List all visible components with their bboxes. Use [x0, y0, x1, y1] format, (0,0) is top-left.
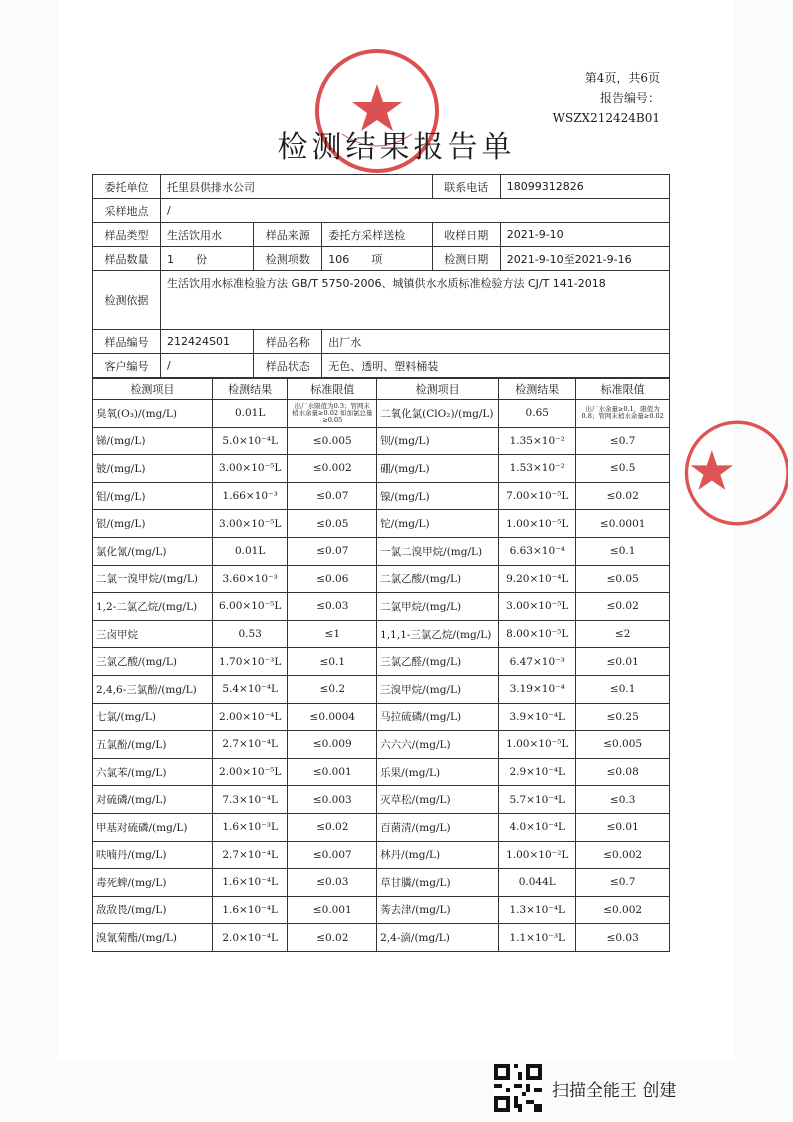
table-row: [93, 731, 670, 759]
item-cell: 莠去津/(mg/L): [377, 896, 499, 924]
cust-value: /: [161, 354, 254, 378]
result-cell: 1.00×10⁻⁵L: [499, 510, 576, 538]
limit-cell: ≤0.01: [576, 648, 670, 676]
item-cell: 甲基对硫磷/(mg/L): [93, 813, 213, 841]
scanner-footer: [494, 1064, 714, 1114]
limit-cell: ≤0.001: [288, 758, 377, 786]
item-cell: 铊/(mg/L): [377, 510, 499, 538]
type-value: 生活饮用水: [161, 223, 254, 247]
limit-cell: ≤0.7: [576, 427, 670, 455]
item-cell: 二氯一溴甲烷/(mg/L): [93, 565, 213, 593]
item-cell: 三卤甲烷: [93, 620, 213, 648]
item-cell: 灭草松/(mg/L): [377, 786, 499, 814]
recv-label: 收样日期: [432, 223, 500, 247]
result-cell: 6.63×10⁻⁴: [499, 537, 576, 565]
item-cell: 银/(mg/L): [93, 510, 213, 538]
item-cell: 锑/(mg/L): [93, 427, 213, 455]
limit-cell: ≤0.03: [576, 924, 670, 952]
item-cell: 钡/(mg/L): [377, 427, 499, 455]
limit-cell: ≤0.08: [576, 758, 670, 786]
result-cell: 2.9×10⁻⁴L: [499, 758, 576, 786]
result-cell: 0.044L: [499, 869, 576, 897]
table-row: [93, 427, 670, 455]
table-row: [93, 924, 670, 952]
item-cell: 马拉硫磷/(mg/L): [377, 703, 499, 731]
result-cell: 6.47×10⁻³: [499, 648, 576, 676]
item-cell: 铍/(mg/L): [93, 455, 213, 483]
result-cell: 0.53: [212, 620, 288, 648]
result-cell: 3.00×10⁻⁵L: [212, 510, 288, 538]
result-cell: 2.7×10⁻⁴L: [212, 841, 288, 869]
basis-label: 检测依据: [93, 271, 161, 330]
limit-cell: ≤0.05: [576, 565, 670, 593]
item-cell: 毒死蜱/(mg/L): [93, 869, 213, 897]
result-cell: 1.3×10⁻⁴L: [499, 896, 576, 924]
item-cell: 2,4,6-三氯酚/(mg/L): [93, 675, 213, 703]
result-cell: 3.9×10⁻⁴L: [499, 703, 576, 731]
limit-cell: ≤2: [576, 620, 670, 648]
result-cell: 1.00×10⁻²L: [499, 841, 576, 869]
result-cell: 3.00×10⁻⁵L: [212, 455, 288, 483]
item-cell: 呋喃丹/(mg/L): [93, 841, 213, 869]
table-row: [93, 813, 670, 841]
result-cell: 3.60×10⁻³: [212, 565, 288, 593]
table-row: [93, 455, 670, 483]
table-row: [93, 510, 670, 538]
items-value: 106 项: [322, 247, 432, 271]
qr-code-icon: [494, 1064, 542, 1112]
limit-cell: ≤0.07: [288, 482, 377, 510]
col-item-1: 检测项目: [93, 379, 213, 400]
item-cell: 1,1,1-三氯乙烷/(mg/L): [377, 620, 499, 648]
item-cell: 镍/(mg/L): [377, 482, 499, 510]
limit-cell: ≤0.002: [576, 841, 670, 869]
item-cell: 钼/(mg/L): [93, 482, 213, 510]
result-cell: 1.00×10⁻⁵L: [499, 731, 576, 759]
sample-no-value: 212424S01: [161, 330, 254, 354]
phone-label: 联系电话: [432, 175, 500, 199]
limit-cell: ≤0.02: [576, 593, 670, 621]
result-cell: 0.01L: [212, 537, 288, 565]
source-label: 样品来源: [254, 223, 322, 247]
page-title: 检测结果报告单: [277, 130, 516, 165]
item-cell: 2,4-滴/(mg/L): [377, 924, 499, 952]
client-label: 委托单位: [93, 175, 161, 199]
result-cell: 6.00×10⁻⁵L: [212, 593, 288, 621]
result-cell: 7.3×10⁻⁴L: [212, 786, 288, 814]
table-row: [93, 565, 670, 593]
limit-cell: ≤0.06: [288, 565, 377, 593]
item-cell: 氯化氰/(mg/L): [93, 537, 213, 565]
table-row: [93, 648, 670, 676]
name-value: 出厂水: [322, 330, 670, 354]
limit-cell: ≤0.02: [576, 482, 670, 510]
table-row: [93, 400, 670, 428]
limit-cell: ≤0.1: [576, 537, 670, 565]
results-header-row: [93, 379, 670, 400]
results-table: [92, 378, 670, 952]
result-cell: 2.0×10⁻⁴L: [212, 924, 288, 952]
item-cell: 六氯苯/(mg/L): [93, 758, 213, 786]
limit-cell: ≤0.009: [288, 731, 377, 759]
table-row: [93, 869, 670, 897]
table-row: [93, 703, 670, 731]
limit-cell: ≤0.03: [288, 593, 377, 621]
limit-cell: ≤0.005: [576, 731, 670, 759]
table-row: [93, 482, 670, 510]
item-cell: 林丹/(mg/L): [377, 841, 499, 869]
item-cell: 硼/(mg/L): [377, 455, 499, 483]
date-label: 检测日期: [432, 247, 500, 271]
limit-cell: ≤0.002: [576, 896, 670, 924]
table-row: [93, 593, 670, 621]
limit-cell: ≤0.1: [288, 648, 377, 676]
item-cell: 草甘膦/(mg/L): [377, 869, 499, 897]
side-seal-icon: [678, 398, 788, 548]
type-label: 样品类型: [93, 223, 161, 247]
sample-info-table: [92, 174, 670, 378]
item-cell: 二氯乙酸/(mg/L): [377, 565, 499, 593]
item-cell: 乐果/(mg/L): [377, 758, 499, 786]
table-row: [93, 758, 670, 786]
client-value: 托里县供排水公司: [161, 175, 433, 199]
item-cell: 二氧化氯(ClO₂)/(mg/L): [377, 400, 499, 428]
col-result-1: 检测结果: [212, 379, 288, 400]
phone-value: 18099312826: [500, 175, 669, 199]
state-label: 样品状态: [254, 354, 322, 378]
limit-cell: ≤0.001: [288, 896, 377, 924]
qty-value: 1 份: [161, 247, 254, 271]
result-cell: 2.00×10⁻⁵L: [212, 758, 288, 786]
limit-cell: ≤0.0004: [288, 703, 377, 731]
result-cell: 1.70×10⁻³L: [212, 648, 288, 676]
limit-cell: ≤0.5: [576, 455, 670, 483]
item-cell: 百菌清/(mg/L): [377, 813, 499, 841]
item-cell: 三溴甲烷/(mg/L): [377, 675, 499, 703]
result-cell: 1.1×10⁻³L: [499, 924, 576, 952]
limit-cell: ≤0.01: [576, 813, 670, 841]
table-row: [93, 675, 670, 703]
table-row: [93, 841, 670, 869]
item-cell: 敌敌畏/(mg/L): [93, 896, 213, 924]
item-cell: 三氯乙酸/(mg/L): [93, 648, 213, 676]
item-cell: 溴氰菊酯/(mg/L): [93, 924, 213, 952]
result-cell: 1.66×10⁻³: [212, 482, 288, 510]
col-limit-2: 标准限值: [576, 379, 670, 400]
limit-cell: ≤0.005: [288, 427, 377, 455]
table-row: [93, 786, 670, 814]
state-value: 无色、透明、塑料桶装: [322, 354, 670, 378]
qty-label: 样品数量: [93, 247, 161, 271]
result-cell: 1.6×10⁻⁴L: [212, 869, 288, 897]
result-cell: 3.00×10⁻⁵L: [499, 593, 576, 621]
items-label: 检测项数: [254, 247, 322, 271]
limit-cell: ≤0.02: [288, 924, 377, 952]
limit-cell: ≤0.002: [288, 455, 377, 483]
result-cell: 8.00×10⁻⁵L: [499, 620, 576, 648]
scanner-credit: 扫描全能王 创建: [552, 1081, 677, 1101]
result-cell: 9.20×10⁻⁴L: [499, 565, 576, 593]
result-cell: 5.7×10⁻⁴L: [499, 786, 576, 814]
basis-value: 生活饮用水标准检验方法 GB/T 5750-2006、城镇供水水质标准检验方法 CJ/T 141-2018: [161, 271, 670, 330]
col-limit-1: 标准限值: [288, 379, 377, 400]
table-row: [93, 620, 670, 648]
name-label: 样品名称: [254, 330, 322, 354]
limit-cell: ≤0.07: [288, 537, 377, 565]
result-cell: 4.0×10⁻⁴L: [499, 813, 576, 841]
sample-no-label: 样品编号: [93, 330, 161, 354]
result-cell: 7.00×10⁻⁵L: [499, 482, 576, 510]
limit-cell: ≤0.1: [576, 675, 670, 703]
result-cell: 2.7×10⁻⁴L: [212, 731, 288, 759]
table-row: [93, 537, 670, 565]
item-cell: 对硫磷/(mg/L): [93, 786, 213, 814]
site-value: /: [161, 199, 670, 223]
report-header: [500, 68, 660, 128]
item-cell: 二氯甲烷/(mg/L): [377, 593, 499, 621]
result-cell: 1.6×10⁻³L: [212, 813, 288, 841]
result-cell: 5.0×10⁻⁴L: [212, 427, 288, 455]
table-row: [93, 896, 670, 924]
recv-value: 2021-9-10: [500, 223, 669, 247]
result-cell: 1.53×10⁻²: [499, 455, 576, 483]
item-cell: 1,2-二氯乙烷/(mg/L): [93, 593, 213, 621]
result-cell: 2.00×10⁻⁴L: [212, 703, 288, 731]
result-cell: 1.35×10⁻²: [499, 427, 576, 455]
page-number: 第4页，共6页: [584, 71, 660, 85]
limit-cell: ≤0.25: [576, 703, 670, 731]
limit-cell: ≤0.7: [576, 869, 670, 897]
report-number: 报告编号：WSZX212424B01: [552, 91, 660, 125]
limit-cell: ≤1: [288, 620, 377, 648]
result-cell: 0.01L: [212, 400, 288, 428]
limit-cell: ≤0.02: [288, 813, 377, 841]
limit-cell: ≤0.0001: [576, 510, 670, 538]
limit-cell: 出厂水余量≥0.1，限值为0.8；管网末梢水余量≥0.02: [576, 400, 670, 428]
cust-label: 客户编号: [93, 354, 161, 378]
limit-cell: 出厂水限值为0.3；管网末梢水余量≥0.02 如加氯总量≥0.05: [288, 400, 377, 428]
limit-cell: ≤0.3: [576, 786, 670, 814]
limit-cell: ≤0.2: [288, 675, 377, 703]
item-cell: 七氯/(mg/L): [93, 703, 213, 731]
limit-cell: ≤0.03: [288, 869, 377, 897]
source-value: 委托方采样送检: [322, 223, 432, 247]
result-cell: 1.6×10⁻⁴L: [212, 896, 288, 924]
limit-cell: ≤0.003: [288, 786, 377, 814]
item-cell: 三氯乙醛/(mg/L): [377, 648, 499, 676]
col-result-2: 检测结果: [499, 379, 576, 400]
item-cell: 五氯酚/(mg/L): [93, 731, 213, 759]
item-cell: 臭氧(O₃)/(mg/L): [93, 400, 213, 428]
col-item-2: 检测项目: [377, 379, 499, 400]
limit-cell: ≤0.05: [288, 510, 377, 538]
item-cell: 六六六/(mg/L): [377, 731, 499, 759]
result-cell: 5.4×10⁻⁴L: [212, 675, 288, 703]
result-cell: 0.65: [499, 400, 576, 428]
date-value: 2021-9-10至2021-9-16: [500, 247, 669, 271]
result-cell: 3.19×10⁻⁴: [499, 675, 576, 703]
limit-cell: ≤0.007: [288, 841, 377, 869]
site-label: 采样地点: [93, 199, 161, 223]
item-cell: 一氯二溴甲烷/(mg/L): [377, 537, 499, 565]
